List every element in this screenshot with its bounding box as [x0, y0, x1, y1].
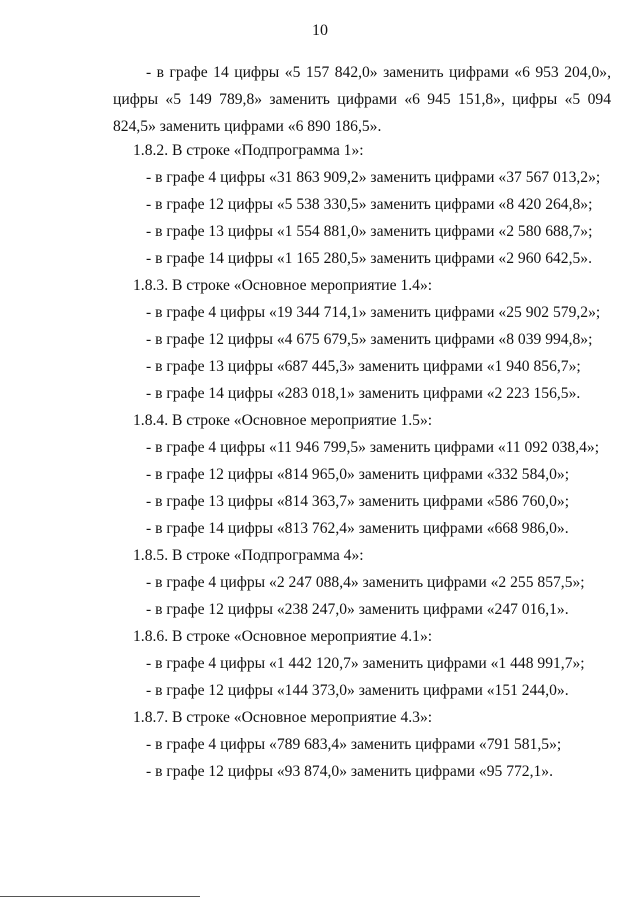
list-item: - в графе 13 цифры «1 554 881,0» заменить цифрами «2 580 688,7»; [146, 223, 593, 240]
footer-rule [0, 896, 200, 897]
list-item: - в графе 4 цифры «1 442 120,7» заменить цифрами «1 448 991,7»; [146, 655, 585, 672]
list-item: - в графе 4 цифры «789 683,4» заменить цифрами «791 581,5»; [146, 736, 562, 753]
list-item: - в графе 12 цифры «4 675 679,5» заменить цифрами «8 039 994,8»; [146, 331, 593, 348]
list-item: - в графе 14 цифры «813 762,4» заменить цифрами «668 986,0». [146, 520, 569, 537]
section-heading: 1.8.2. В строке «Подпрограмма 1»: [133, 142, 364, 159]
section-heading: 1.8.7. В строке «Основное мероприятие 4.3»: [133, 709, 433, 726]
list-item: - в графе 4 цифры «31 863 909,2» заменить цифрами «37 567 013,2»; [146, 169, 601, 186]
list-item: - в графе 13 цифры «814 363,7» заменить цифрами «586 760,0»; [146, 493, 570, 510]
list-item: - в графе 12 цифры «814 965,0» заменить цифрами «332 584,0»; [146, 466, 570, 483]
intro-paragraph: - в графе 14 цифры «5 157 842,0» заменить цифрами «6 953 204,0», цифры «5 149 789,8» заменить цифрами «6 945 151,8», цифры «5 094 824,5» заменить цифрами «6 890 186,5». [113, 64, 611, 135]
list-item: - в графе 13 цифры «687 445,3» заменить цифрами «1 940 856,7»; [146, 358, 581, 375]
list-item: - в графе 14 цифры «1 165 280,5» заменить цифрами «2 960 642,5». [146, 250, 592, 267]
section-heading: 1.8.5. В строке «Подпрограмма 4»: [133, 547, 364, 564]
list-item: - в графе 12 цифры «93 874,0» заменить цифрами «95 772,1». [146, 763, 553, 780]
section-heading: 1.8.3. В строке «Основное мероприятие 1.4»: [133, 277, 433, 294]
section-heading: 1.8.4. В строке «Основное мероприятие 1.5»: [133, 412, 433, 429]
list-item: - в графе 4 цифры «11 946 799,5» заменить цифрами «11 092 038,4»; [146, 439, 600, 456]
page-number: 10 [312, 22, 328, 39]
list-item: - в графе 4 цифры «2 247 088,4» заменить цифрами «2 255 857,5»; [146, 574, 585, 591]
list-item: - в графе 12 цифры «5 538 330,5» заменить цифрами «8 420 264,8»; [146, 196, 593, 213]
list-item: - в графе 4 цифры «19 344 714,1» заменить цифрами «25 902 579,2»; [146, 304, 601, 321]
list-item: - в графе 12 цифры «144 373,0» заменить цифрами «151 244,0». [146, 682, 569, 699]
list-item: - в графе 14 цифры «283 018,1» заменить цифрами «2 223 156,5». [146, 385, 581, 402]
section-heading: 1.8.6. В строке «Основное мероприятие 4.1»: [133, 628, 433, 645]
list-item: - в графе 12 цифры «238 247,0» заменить цифрами «247 016,1». [146, 601, 569, 618]
